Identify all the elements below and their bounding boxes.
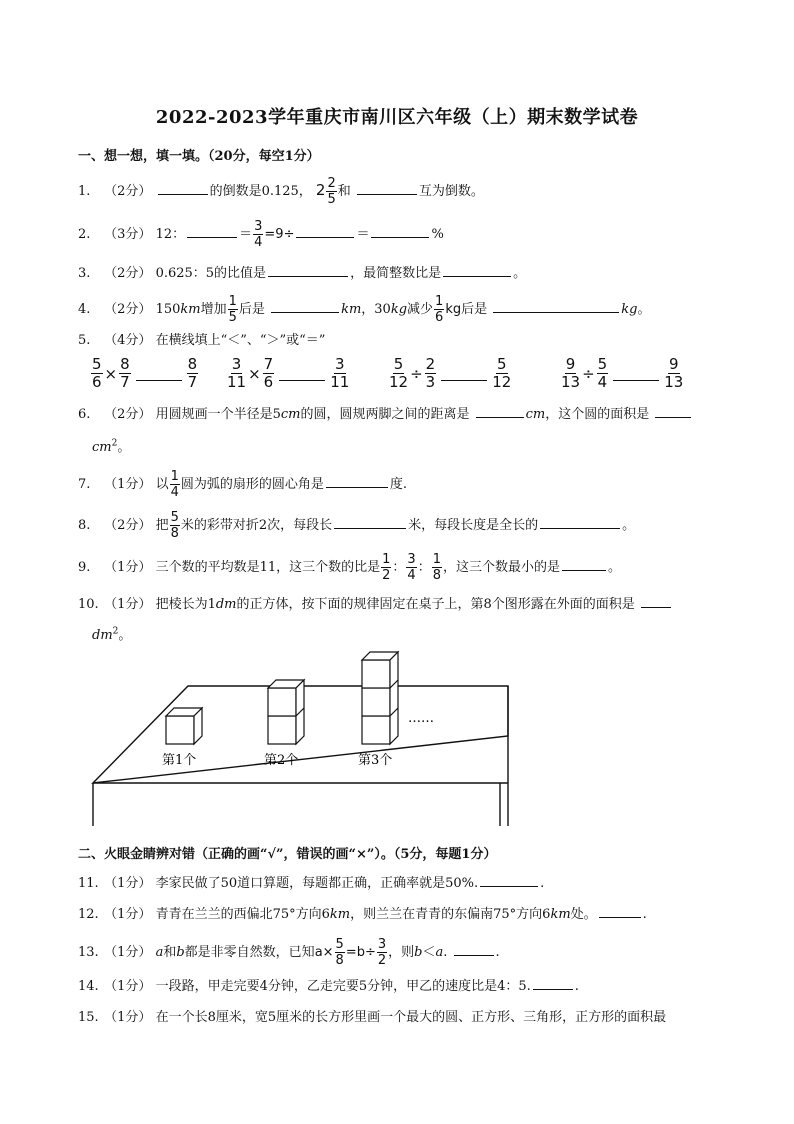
question-15: 15. （1分） 在一个长8厘米，宽5厘米的长方形里画一个最大的圆、正方形、三角形，正方形的面积最: [78, 1010, 667, 1025]
question-7: 7. （1分） 以 $\frac{1}{4}$ 圆为弧的扇形的圆心角是 度.: [78, 469, 408, 500]
page-title: 2022-2023学年重庆市南川区六年级（上）期末数学试卷: [155, 107, 639, 128]
figure-label-3: 第3个: [358, 753, 393, 768]
cube-figure-2: [268, 680, 304, 744]
fraction: $\frac{3}{4}$: [254, 219, 263, 250]
question-5: 5. （4分） 在横线填上“＜”、“＞”或“＝”: [78, 333, 326, 348]
question-10: 10. （1分） 把棱长为1dm的正方体，按下面的规律固定在桌子上，第8个图形露在外面的面积是: [78, 593, 734, 615]
compare-blank[interactable]: [613, 366, 659, 381]
answer-blank[interactable]: [480, 872, 538, 887]
question-8: 8. （2分） 把 $\frac{5}{8}$ 米的彩带对折2次，每段长 米，每段长度是全长的 。: [78, 510, 636, 541]
question-6-continued: $cm^2$。: [92, 438, 131, 455]
answer-blank[interactable]: [158, 180, 208, 195]
question-11: 11. （1分） 李家民做了50道口算题，每题都正确，正确率就是50%. .: [78, 872, 734, 894]
compare-item-2: $\frac{3}{11}$ × $\frac{7}{6}$ $\frac{3}{11}$: [227, 355, 350, 391]
question-2: 2. （3分） 12： ＝ $\frac{3}{4}$ =9÷ ＝ %: [78, 219, 444, 250]
answer-blank[interactable]: [443, 262, 511, 277]
question-13: 13. （1分） a和b都是非零自然数，已知a× $\frac{5}{8}$ =b÷ $\frac{3}{2}$ ，则b＜a. .: [78, 937, 500, 968]
answer-blank[interactable]: [334, 514, 406, 529]
section-1-heading: 一、想一想，填一填。（20分，每空1分）: [78, 149, 320, 164]
fraction: $\frac{3}{2}$: [377, 937, 387, 968]
cube-table-figure: [88, 648, 528, 828]
question-9: 9. （1分） 三个数的平均数是11，这三个数的比是 $\frac{1}{2}$ ： $\frac{3}{4}$ ： $\frac{1}{8}$ ，这三个数最小的是 。: [78, 552, 622, 583]
compare-item-1: $\frac{5}{6}$ × $\frac{8}{7}$ $\frac{8}{7}$: [92, 355, 198, 391]
answer-blank[interactable]: [562, 556, 606, 571]
answer-blank[interactable]: [493, 298, 619, 313]
question-10-continued: $dm^2$。: [92, 626, 132, 643]
figure-ellipsis: ……: [408, 711, 434, 726]
fraction: $\frac{2}{5}$: [327, 176, 336, 207]
answer-blank[interactable]: [187, 223, 237, 238]
answer-blank[interactable]: [533, 975, 573, 990]
answer-blank[interactable]: [454, 941, 494, 956]
fraction: $\frac{1}{4}$: [170, 469, 179, 500]
compare-blank[interactable]: [136, 366, 182, 381]
answer-blank[interactable]: [599, 903, 641, 918]
answer-blank[interactable]: [268, 262, 348, 277]
fraction: $\frac{1}{5}$: [228, 294, 237, 325]
question-12: 12. （1分） 青青在兰兰的西偏北75°方向6km，则兰兰在青青的东偏南75°方向6km处。 .: [78, 903, 734, 925]
fraction: $\frac{5}{8}$: [335, 937, 344, 968]
answer-blank[interactable]: [371, 223, 429, 238]
section-2-heading: 二、火眼金睛辨对错（正确的画“√”，错误的画“×”）。（5分，每题1分）: [78, 847, 497, 862]
answer-blank[interactable]: [641, 593, 671, 608]
figure-label-2: 第2个: [264, 753, 299, 768]
answer-blank[interactable]: [326, 473, 388, 488]
compare-blank[interactable]: [441, 366, 487, 381]
answer-blank[interactable]: [271, 298, 339, 313]
compare-blank[interactable]: [279, 366, 325, 381]
cube-figure-1: [166, 708, 202, 744]
question-3: 3. （2分） 0.625：5的比值是 ，最简整数比是 。: [78, 262, 734, 284]
compare-item-4: $\frac{9}{13}$ ÷ $\frac{5}{4}$ $\frac{9}{13}$: [561, 355, 684, 391]
fraction: $\frac{1}{6}$: [435, 294, 444, 325]
question-6: 6. （2分） 用圆规画一个半径是5cm的圆，圆规两脚之间的距离是 cm，这个圆的面积是: [78, 403, 734, 425]
answer-blank[interactable]: [476, 403, 524, 418]
question-4: 4. （2分） 150km增加 $\frac{1}{5}$ 后是 km，30kg减少 $\frac{1}{6}$ kg后是 kg。: [78, 294, 651, 325]
answer-blank[interactable]: [540, 514, 620, 529]
figure-label-1: 第1个: [162, 753, 197, 768]
question-1: 1. （2分） 的倒数是0.125， 2 $\frac{2}{5}$ 和 互为倒数。: [78, 176, 484, 207]
compare-item-3: $\frac{5}{12}$ ÷ $\frac{2}{3}$ $\frac{5}{12}$: [389, 355, 512, 391]
question-14: 14. （1分） 一段路，甲走完要4分钟，乙走完要5分钟，甲乙的速度比是4：5. .: [78, 975, 734, 997]
answer-blank[interactable]: [357, 180, 417, 195]
answer-blank[interactable]: [655, 403, 691, 418]
answer-blank[interactable]: [296, 223, 354, 238]
cube-figure-3: [362, 652, 398, 744]
fraction: $\frac{5}{8}$: [170, 510, 179, 541]
